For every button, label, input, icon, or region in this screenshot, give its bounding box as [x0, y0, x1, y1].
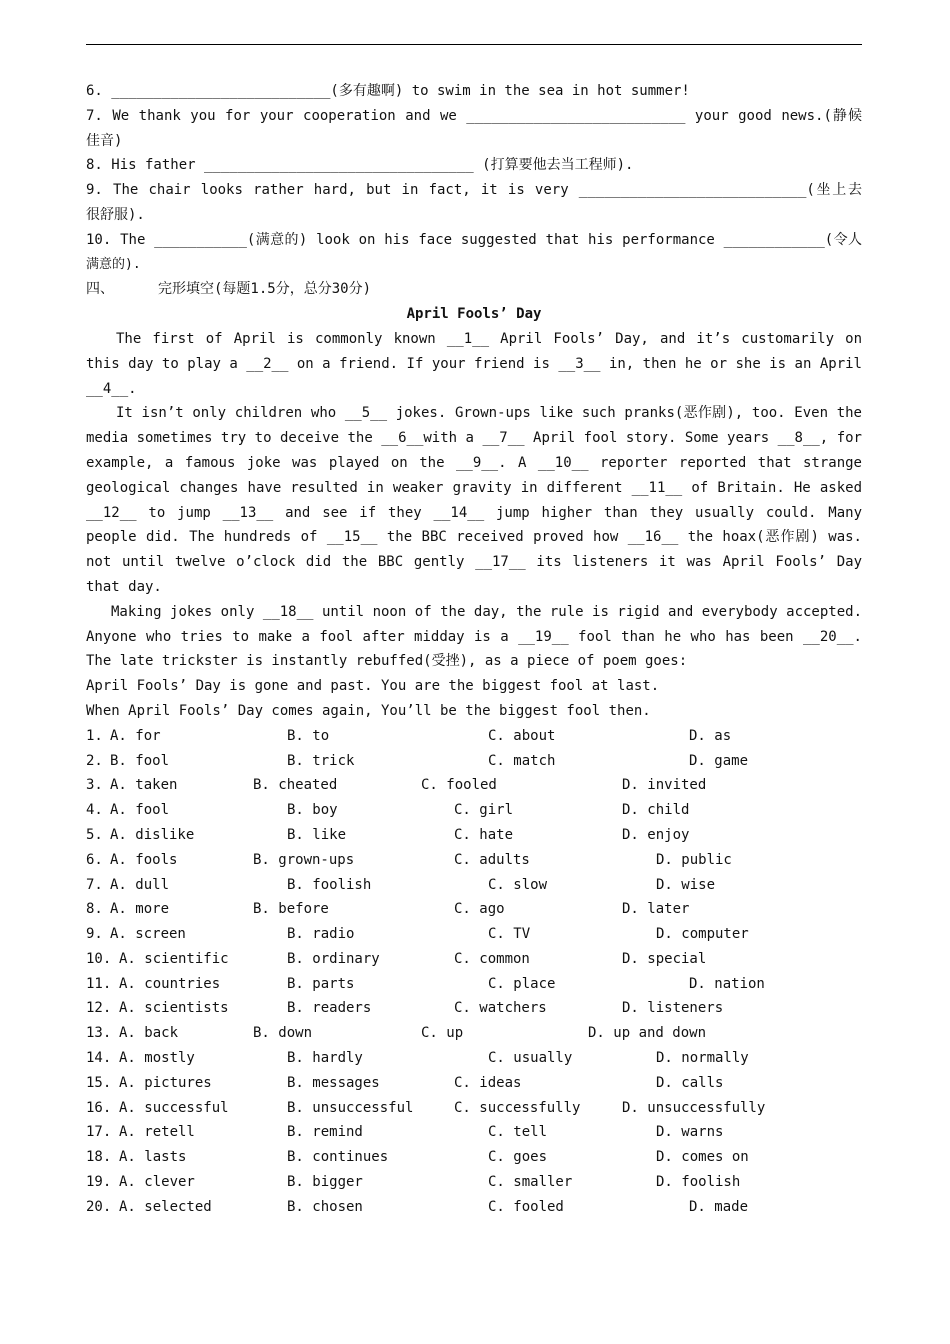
question-number: 11.: [86, 975, 112, 992]
question-number: 5.: [86, 826, 103, 843]
option-a: A. retell: [119, 1124, 195, 1141]
option-c: C. slow: [488, 876, 548, 893]
option-b: B. boy: [287, 802, 338, 819]
option-c: C. ideas: [454, 1074, 522, 1091]
question-row: [86, 996, 862, 1021]
option-b: B. foolish: [287, 876, 372, 893]
option-d: D. child: [622, 802, 690, 819]
question-number: 8.: [86, 901, 103, 918]
question-row: [86, 749, 862, 774]
option-c: C. tell: [488, 1124, 548, 1141]
option-c: C. ago: [454, 901, 505, 918]
option-a: A. taken: [110, 777, 178, 794]
question-number: 15.: [86, 1074, 112, 1091]
option-a: A. selected: [119, 1198, 212, 1215]
option-b: B. continues: [287, 1149, 389, 1166]
option-c: C. watchers: [454, 1000, 547, 1017]
question-row: [86, 1170, 862, 1195]
translation-item: 9. The chair looks rather hard, but in fact, it is very ___________________________(坐上去: [86, 182, 862, 199]
option-d: D. nation: [689, 975, 765, 992]
option-a: A. back: [119, 1025, 179, 1042]
option-c: C. successfully: [454, 1099, 581, 1116]
question-row: [86, 823, 862, 848]
header-rule: [86, 44, 862, 45]
translation-item: 6. __________________________(多有趣啊) to swim in the sea in hot summer!: [86, 83, 690, 99]
option-a: A. for: [110, 727, 161, 744]
option-b: B. ordinary: [287, 950, 380, 967]
question-number: 17.: [86, 1124, 112, 1141]
option-d: D. listeners: [622, 1000, 724, 1017]
option-d: D. calls: [656, 1074, 724, 1091]
translation-item: 10. The ___________(满意的) look on his face suggested that his performance ____________(令人: [86, 231, 862, 248]
option-d: D. invited: [622, 777, 707, 794]
option-c: C. fooled: [421, 777, 497, 794]
option-d: D. later: [622, 901, 690, 918]
question-number: 6.: [86, 851, 103, 868]
question-number: 18.: [86, 1149, 112, 1166]
question-number: 12.: [86, 1000, 112, 1017]
section-title: 完形填空(每题1.5分，总分30分): [158, 281, 372, 298]
question-number: 2.: [86, 752, 103, 769]
option-a: A. countries: [119, 975, 221, 992]
question-row: [86, 972, 862, 997]
option-b: B. bigger: [287, 1174, 363, 1191]
question-number: 19.: [86, 1174, 112, 1191]
option-b: B. messages: [287, 1074, 380, 1091]
option-d: D. special: [622, 950, 707, 967]
option-b: B. to: [287, 727, 330, 744]
question-row: [86, 773, 862, 798]
option-d: D. enjoy: [622, 826, 690, 843]
question-list: [86, 724, 862, 1220]
question-row: [86, 1021, 862, 1046]
question-number: 16.: [86, 1099, 112, 1116]
passage-paragraph-1: The first of April is commonly known __1__ April Fools’ Day, and it’s customarily on this day to play a __2__ on a friend. If your friend is __3__ in, then he or she is an April __4__.: [86, 330, 862, 397]
option-d: D. up and down: [588, 1025, 707, 1042]
question-row: [86, 1195, 862, 1220]
option-a: B. fool: [110, 752, 170, 769]
question-number: 1.: [86, 727, 103, 744]
option-b: B. trick: [287, 752, 355, 769]
question-row: [86, 1046, 862, 1071]
option-d: D. comes on: [656, 1149, 749, 1166]
translation-item-cont: 满意的).: [86, 256, 141, 272]
option-a: A. dull: [110, 876, 170, 893]
option-c: C. smaller: [488, 1174, 573, 1191]
option-a: A. more: [110, 901, 170, 918]
option-b: B. chosen: [287, 1198, 363, 1215]
option-c: C. goes: [488, 1149, 548, 1166]
question-number: 10.: [86, 950, 112, 967]
question-number: 13.: [86, 1025, 112, 1042]
option-c: C. match: [488, 752, 556, 769]
question-row: [86, 873, 862, 898]
option-c: C. hate: [454, 826, 514, 843]
option-b: B. radio: [287, 926, 355, 943]
question-number: 9.: [86, 926, 103, 943]
poem-line-1: April Fools’ Day is gone and past. You are the biggest fool at last.: [86, 678, 660, 695]
question-number: 14.: [86, 1050, 112, 1067]
option-a: A. mostly: [119, 1050, 195, 1067]
question-row: [86, 1096, 862, 1121]
question-row: [86, 1145, 862, 1170]
option-c: C. up: [421, 1025, 464, 1042]
option-a: A. lasts: [119, 1149, 187, 1166]
option-b: B. readers: [287, 1000, 372, 1017]
question-number: 20.: [86, 1198, 112, 1215]
translation-item: 8. His father ________________________________ (打算要他去当工程师).: [86, 157, 634, 174]
question-row: [86, 724, 862, 749]
option-c: C. TV: [488, 926, 531, 943]
passage-paragraph-3: Making jokes only __18__ until noon of the day, the rule is rigid and everybody accepted. Anyone who tries to make a fool after midday is a __19__ fool than he who has been __20__. The late trickster is instantly rebuffed(受挫), as a piece of poem goes:: [86, 603, 862, 670]
question-number: 3.: [86, 777, 103, 794]
question-row: [86, 922, 862, 947]
option-d: D. warns: [656, 1124, 724, 1141]
option-a: A. screen: [110, 926, 186, 943]
option-c: C. adults: [454, 851, 530, 868]
option-b: B. cheated: [253, 777, 338, 794]
translation-item: 7. We thank you for your cooperation and we __________________________ your good news.(静候: [86, 107, 862, 124]
option-c: C. girl: [454, 802, 514, 819]
translation-item-cont: 佳音): [86, 132, 123, 149]
option-c: C. about: [488, 727, 556, 744]
question-row: [86, 1120, 862, 1145]
option-a: A. fools: [110, 851, 178, 868]
option-b: B. unsuccessful: [287, 1099, 414, 1116]
passage-paragraph-2: It isn’t only children who __5__ jokes. Grown-ups like such pranks(恶作剧), too. Even the media sometimes try to deceive the __6__with a __7__ April fool story. Some years __8__, for example, a famous joke was played on the __9__. A __10__ reporter reported that strange geological changes have resulted in weaker gravity in different __11__ of Britain. He asked __12__ to jump __13__ and see if they __14__ jump higher than they usually could. Many people did. The hundreds of __15__ the BBC received proved how __16__ the hoax(恶作剧) was. not until twelve o’clock did the BBC gently __17__ its listeners it was April Fools’ Day that day.: [86, 405, 862, 595]
option-d: D. foolish: [656, 1174, 741, 1191]
poem-line-2: When April Fools’ Day comes again, You’ll be the biggest fool then.: [86, 702, 651, 719]
passage-title: April Fools’ Day: [406, 306, 542, 323]
option-a: A. pictures: [119, 1074, 212, 1091]
option-b: B. remind: [287, 1124, 363, 1141]
section-heading: [86, 277, 862, 302]
option-b: B. before: [253, 901, 329, 918]
option-d: D. normally: [656, 1050, 749, 1067]
question-row: [86, 798, 862, 823]
option-b: B. like: [287, 826, 347, 843]
option-a: A. clever: [119, 1174, 195, 1191]
option-a: A. fool: [110, 802, 170, 819]
option-b: B. down: [253, 1025, 313, 1042]
question-row: [86, 848, 862, 873]
option-b: B. hardly: [287, 1050, 363, 1067]
translation-item-cont: 很舒服).: [86, 206, 145, 223]
option-a: A. dislike: [110, 826, 195, 843]
option-d: D. game: [689, 752, 749, 769]
option-a: A. successful: [119, 1099, 229, 1116]
question-row: [86, 947, 862, 972]
option-c: C. usually: [488, 1050, 573, 1067]
question-number: 4.: [86, 802, 103, 819]
option-b: B. parts: [287, 975, 355, 992]
option-c: C. place: [488, 975, 556, 992]
question-row: [86, 897, 862, 922]
option-a: A. scientists: [119, 1000, 229, 1017]
option-d: D. computer: [656, 926, 749, 943]
option-a: A. scientific: [119, 950, 229, 967]
option-b: B. grown-ups: [253, 851, 355, 868]
document-body: [86, 79, 862, 1220]
option-d: D. unsuccessfully: [622, 1099, 766, 1116]
option-c: C. common: [454, 950, 530, 967]
option-c: C. fooled: [488, 1198, 564, 1215]
option-d: D. public: [656, 851, 732, 868]
option-d: D. made: [689, 1198, 749, 1215]
option-d: D. wise: [656, 876, 716, 893]
section-number: 四、: [86, 281, 114, 298]
question-number: 7.: [86, 876, 103, 893]
question-row: [86, 1071, 862, 1096]
option-d: D. as: [689, 727, 732, 744]
